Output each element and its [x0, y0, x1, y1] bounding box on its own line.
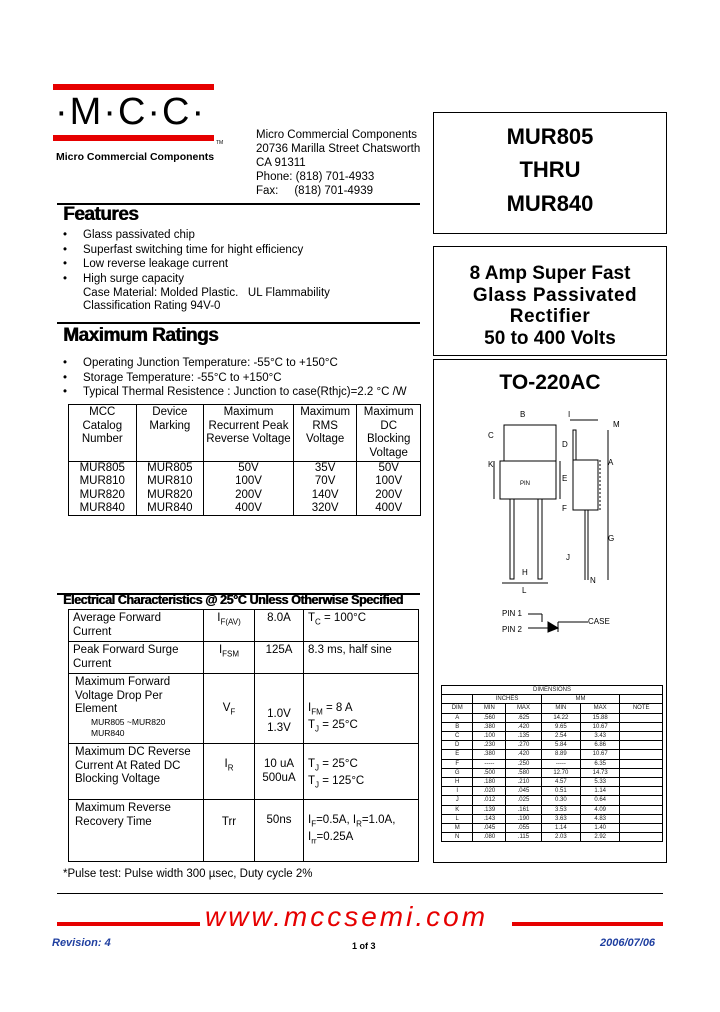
table-cell: 200V	[357, 489, 421, 502]
table-cell: .625	[506, 713, 541, 722]
table-cell: .420	[506, 750, 541, 759]
elec-condition-1: $I_F=0.5A$, $I_R=1.0A$,	[308, 814, 396, 829]
feature-item: • Low reverse leakage current	[61, 257, 330, 272]
table-cell: C	[442, 732, 473, 741]
diode-symbol	[548, 622, 558, 632]
table-cell: .025	[506, 796, 541, 805]
table-cell: .143	[473, 814, 506, 823]
ratings-header: MCC Catalog Number	[69, 405, 137, 462]
table-cell: MUR820	[69, 489, 137, 502]
table-cell: MUR805	[136, 462, 204, 476]
table-cell: 14.22	[541, 713, 580, 722]
table-cell	[620, 805, 663, 814]
table-cell: .380	[473, 750, 506, 759]
dim-label-pin: PIN	[520, 481, 531, 487]
elec-condition-2: $T_J = 125^\circ C$	[308, 774, 365, 790]
table-cell: -----	[541, 759, 580, 768]
elec-condition-1: $T_J = 25^\circ C$	[308, 758, 358, 773]
pin1-label: PIN 1	[502, 609, 523, 618]
elec-subscript: R	[227, 763, 234, 773]
table-cell: 3.53	[541, 805, 580, 814]
table-cell: B	[442, 722, 473, 731]
elec-subscript: R	[356, 819, 362, 829]
table-cell	[620, 787, 663, 796]
elec-value: 8.0A	[255, 610, 304, 642]
ratings-header: Device Marking	[136, 405, 204, 462]
table-cell: 400V	[357, 502, 421, 516]
table-row	[442, 805, 663, 814]
table-cell: 10.67	[581, 750, 620, 759]
table-row	[69, 475, 421, 488]
table-row	[69, 489, 421, 502]
address-line: Phone: (818) 701-4933	[256, 171, 375, 183]
table-cell: .139	[473, 805, 506, 814]
table-cell: 6.35	[581, 759, 620, 768]
ratings-header: Maximum RMS Voltage	[293, 405, 357, 462]
table-cell: 50V	[357, 462, 421, 476]
elec-symbol: $I_R$	[204, 744, 255, 800]
desc-line: Glass Passivated	[472, 285, 638, 306]
elec-condition-2: $I_{rr}=0.25A$	[308, 830, 354, 846]
elec-condition	[304, 800, 419, 862]
dim-label-h: H	[522, 568, 528, 577]
dim-label-b: B	[520, 410, 526, 419]
elec-param-sub: MUR840	[91, 727, 125, 738]
table-cell	[620, 833, 663, 842]
logo: ·M·C·C·	[55, 91, 207, 133]
dim-label-g: G	[608, 534, 615, 543]
elec-value-1: 1.0V	[267, 708, 291, 720]
table-cell: .055	[506, 824, 541, 833]
table-cell	[620, 732, 663, 741]
dim-label-f: F	[562, 504, 567, 513]
dim-label-i: I	[568, 410, 571, 419]
table-cell: 50V	[204, 462, 294, 476]
table-cell: 9.65	[541, 722, 580, 731]
table-cell: .250	[506, 759, 541, 768]
table-cell: E	[442, 750, 473, 759]
elec-subscript: FM	[311, 707, 323, 717]
dim-label-e: E	[562, 474, 568, 483]
table-cell	[620, 824, 663, 833]
package-title: TO-220AC	[499, 371, 601, 394]
table-cell: .560	[473, 713, 506, 722]
pin-schematic	[528, 608, 590, 634]
package-side-body	[573, 460, 598, 510]
table-row	[69, 502, 421, 516]
table-row	[442, 759, 663, 768]
table-cell: 5.33	[581, 778, 620, 787]
logo-bottom-bar	[53, 135, 214, 141]
description-box	[433, 246, 667, 356]
table-row	[442, 787, 663, 796]
elec-param-text: Maximum Forward Voltage Drop Per Element	[75, 676, 171, 715]
elec-symbol: $I_{F(AV)}$	[204, 610, 255, 642]
part-line-1: MUR805	[506, 124, 594, 149]
max-ratings-list	[61, 356, 407, 400]
footer-red-bar-left	[57, 922, 200, 926]
table-cell: .045	[473, 824, 506, 833]
electrical-heading: Electrical Characteristics @ 25°C Unless Otherwise Specified	[63, 593, 403, 607]
table-cell: .210	[506, 778, 541, 787]
features-list	[61, 228, 330, 312]
table-cell: D	[442, 741, 473, 750]
table-cell: 14.73	[581, 768, 620, 777]
table-cell	[620, 750, 663, 759]
address-line: 20736 Marilla Street Chatsworth	[256, 143, 421, 155]
table-cell: 140V	[293, 489, 357, 502]
table-cell: 1.14	[541, 824, 580, 833]
table-cell: 1.14	[581, 787, 620, 796]
table-cell: MUR805	[69, 462, 137, 476]
table-row	[442, 778, 663, 787]
desc-line: 50 to 400 Volts	[484, 328, 616, 349]
table-cell: .230	[473, 741, 506, 750]
address-line: Fax: (818) 701-4939	[256, 185, 373, 197]
feature-item: Case Material: Molded Plastic. UL Flammability	[83, 287, 330, 299]
dim-label-m: M	[613, 420, 620, 429]
dim-header-cell: MAX	[506, 704, 541, 713]
dim-label-n: N	[590, 576, 596, 585]
package-front-tab	[504, 425, 556, 461]
dim-header-inches: INCHES	[473, 695, 541, 704]
table-cell: 12.70	[541, 768, 580, 777]
elec-subscript: F	[311, 819, 317, 829]
dim-header-empty	[442, 695, 473, 704]
part-line-3: MUR840	[506, 191, 594, 216]
table-cell: 35V	[293, 462, 357, 476]
table-cell: 6.86	[581, 741, 620, 750]
dim-label-c: C	[488, 431, 494, 440]
elec-symbol: $V_F$	[204, 674, 255, 744]
lead-2	[538, 499, 542, 579]
elec-param: Peak Forward Surge Current	[69, 642, 204, 674]
ratings-header: Maximum DC Blocking Voltage	[357, 405, 421, 462]
dim-header-cell: NOTE	[620, 704, 663, 713]
table-cell: 100V	[204, 475, 294, 488]
package-front-body	[500, 461, 556, 499]
part-line-2: THRU	[519, 157, 581, 182]
electrical-table	[68, 609, 419, 862]
table-cell: 0.51	[541, 787, 580, 796]
table-cell: .580	[506, 768, 541, 777]
table-cell: -----	[473, 759, 506, 768]
table-cell	[620, 768, 663, 777]
elec-param-sub: MUR805 ~MUR820	[91, 716, 166, 727]
revision-label: Revision: 4	[52, 937, 111, 949]
dim-label-l: L	[522, 586, 527, 595]
logo-top-bar	[53, 84, 214, 90]
pulse-footnote: *Pulse test: Pulse width 300 µsec, Duty cycle 2%	[63, 868, 313, 880]
table-cell: 2.92	[581, 833, 620, 842]
table-row	[442, 824, 663, 833]
table-cell: J	[442, 796, 473, 805]
table-cell: 10.67	[581, 722, 620, 731]
table-cell: 8.89	[541, 750, 580, 759]
elec-param	[69, 674, 204, 744]
elec-subscript: F(AV)	[220, 617, 241, 627]
desc-line: Rectifier	[509, 306, 591, 327]
elec-subscript: FSM	[222, 649, 240, 659]
table-cell: MUR840	[136, 502, 204, 516]
table-cell: 3.43	[581, 732, 620, 741]
elec-subscript: J	[315, 724, 320, 734]
table-cell: 320V	[293, 502, 357, 516]
dim-label-j: J	[566, 553, 570, 562]
table-cell: 5.84	[541, 741, 580, 750]
elec-subscript: J	[315, 780, 320, 790]
table-row	[442, 713, 663, 722]
table-cell: 200V	[204, 489, 294, 502]
dim-header-cell: MIN	[473, 704, 506, 713]
table-cell: .020	[473, 787, 506, 796]
elec-subscript: F	[230, 707, 236, 717]
footer-date: 2006/07/06	[600, 937, 656, 949]
table-row	[442, 768, 663, 777]
elec-condition-2: $T_J = 25^\circ C$	[308, 718, 358, 734]
table-cell: I	[442, 787, 473, 796]
table-row	[442, 732, 663, 741]
dim-header-cell: DIM	[442, 704, 473, 713]
elec-value	[255, 744, 304, 800]
table-cell	[620, 713, 663, 722]
table-cell: A	[442, 713, 473, 722]
table-cell: H	[442, 778, 473, 787]
elec-condition: $T_C = 100^\circ C$	[304, 610, 419, 642]
table-cell: L	[442, 814, 473, 823]
table-row	[442, 750, 663, 759]
elec-value	[255, 674, 304, 744]
dim-label-d: D	[562, 440, 568, 449]
trademark: TM	[216, 140, 224, 146]
dim-label-a: A	[608, 458, 614, 467]
feature-item: • High surge capacity	[61, 272, 330, 287]
footer-red-bar-right	[512, 922, 663, 926]
table-cell: .100	[473, 732, 506, 741]
rating-item: • Storage Temperature: -55°C to +150°C	[61, 371, 407, 386]
elec-value-1: 10 uA	[263, 758, 295, 770]
table-cell: .080	[473, 833, 506, 842]
max-ratings-heading: Maximum Ratings	[63, 325, 219, 346]
feature-item: • Glass passivated chip	[61, 228, 330, 243]
table-cell: 0.30	[541, 796, 580, 805]
table-cell: G	[442, 768, 473, 777]
lead-1	[510, 499, 514, 579]
table-cell	[620, 814, 663, 823]
table-row	[442, 814, 663, 823]
part-number-box	[433, 112, 667, 234]
elec-subscript: rr	[311, 836, 317, 846]
table-cell	[620, 796, 663, 805]
table-cell: .045	[506, 787, 541, 796]
elec-condition	[304, 674, 419, 744]
table-cell: 3.63	[541, 814, 580, 823]
table-cell: .270	[506, 741, 541, 750]
elec-value: 125A	[255, 642, 304, 674]
dimensions-table	[441, 685, 663, 842]
features-heading: Features	[63, 204, 139, 225]
elec-condition: 8.3 ms, half sine	[304, 642, 419, 674]
case-label: CASE	[588, 617, 610, 626]
footer-rule	[57, 893, 663, 894]
elec-param: Average Forward Current	[69, 610, 204, 642]
elec-value-2: 500uA	[262, 771, 296, 784]
table-row	[442, 833, 663, 842]
table-cell: MUR810	[136, 475, 204, 488]
address-line: Micro Commercial Components	[256, 129, 418, 141]
dim-header-empty	[620, 695, 663, 704]
table-cell: .380	[473, 722, 506, 731]
table-cell: 2.54	[541, 732, 580, 741]
table-cell	[620, 722, 663, 731]
table-cell: 400V	[204, 502, 294, 516]
dim-header-cell: MIN	[541, 704, 580, 713]
table-row	[442, 722, 663, 731]
table-cell: MUR810	[69, 475, 137, 488]
table-cell: K	[442, 805, 473, 814]
ratings-table	[68, 404, 421, 516]
elec-subscript: C	[315, 617, 321, 627]
elec-condition-1: $I_{FM} = 8$ A	[308, 702, 353, 717]
table-cell: .500	[473, 768, 506, 777]
table-cell: .190	[506, 814, 541, 823]
elec-condition	[304, 744, 419, 800]
address-block	[256, 128, 420, 198]
elec-symbol: $I_{FSM}$	[204, 642, 255, 674]
desc-line: 8 Amp Super Fast	[469, 263, 631, 284]
dim-header-cell: MAX	[581, 704, 620, 713]
table-cell	[620, 759, 663, 768]
elec-symbol: Trr	[204, 800, 255, 862]
dim-header-mm: MM	[541, 695, 620, 704]
elec-param: Maximum Reverse Recovery Time	[69, 800, 204, 862]
table-cell: 4.09	[581, 805, 620, 814]
table-cell: MUR820	[136, 489, 204, 502]
table-row	[69, 462, 421, 476]
dimensions-title: DIMENSIONS	[442, 686, 663, 695]
rating-item: • Typical Thermal Resistence : Junction to case(Rthjc)=2.2 °C /W	[61, 385, 407, 400]
table-cell: 100V	[357, 475, 421, 488]
table-cell	[620, 778, 663, 787]
elec-param: Maximum DC Reverse Current At Rated DC Blocking Voltage	[69, 744, 204, 800]
table-cell: .135	[506, 732, 541, 741]
table-cell: 1.40	[581, 824, 620, 833]
dim-label-k: K	[488, 460, 494, 469]
table-cell: .115	[506, 833, 541, 842]
page-number: 1 of 3	[352, 941, 376, 951]
pin2-label: PIN 2	[502, 625, 523, 634]
table-cell: MUR840	[69, 502, 137, 516]
elec-value-2: 1.3V	[267, 721, 291, 734]
table-cell: M	[442, 824, 473, 833]
table-cell: 70V	[293, 475, 357, 488]
elec-value: 50ns	[255, 800, 304, 862]
max-ratings-rule	[57, 322, 420, 324]
table-cell: .180	[473, 778, 506, 787]
address-line: CA 91311	[256, 157, 306, 169]
table-cell: 2.03	[541, 833, 580, 842]
website-link[interactable]: www.mccsemi.com	[205, 901, 489, 932]
table-cell: .012	[473, 796, 506, 805]
table-row	[442, 741, 663, 750]
table-cell: 0.64	[581, 796, 620, 805]
table-cell: N	[442, 833, 473, 842]
table-cell: 4.83	[581, 814, 620, 823]
table-cell	[620, 741, 663, 750]
elec-subscript: J	[315, 763, 320, 773]
company-name: Micro Commercial Components	[56, 151, 215, 163]
table-cell: F	[442, 759, 473, 768]
table-cell: 4.57	[541, 778, 580, 787]
table-cell: 15.88	[581, 713, 620, 722]
table-cell: .161	[506, 805, 541, 814]
feature-item: • Superfast switching time for hight efficiency	[61, 243, 330, 258]
feature-item: Classification Rating 94V-0	[83, 299, 221, 312]
table-cell: .420	[506, 722, 541, 731]
ratings-header: Maximum Recurrent Peak Reverse Voltage	[204, 405, 294, 462]
table-row	[442, 796, 663, 805]
rating-item: • Operating Junction Temperature: -55°C to +150°C	[61, 356, 407, 371]
